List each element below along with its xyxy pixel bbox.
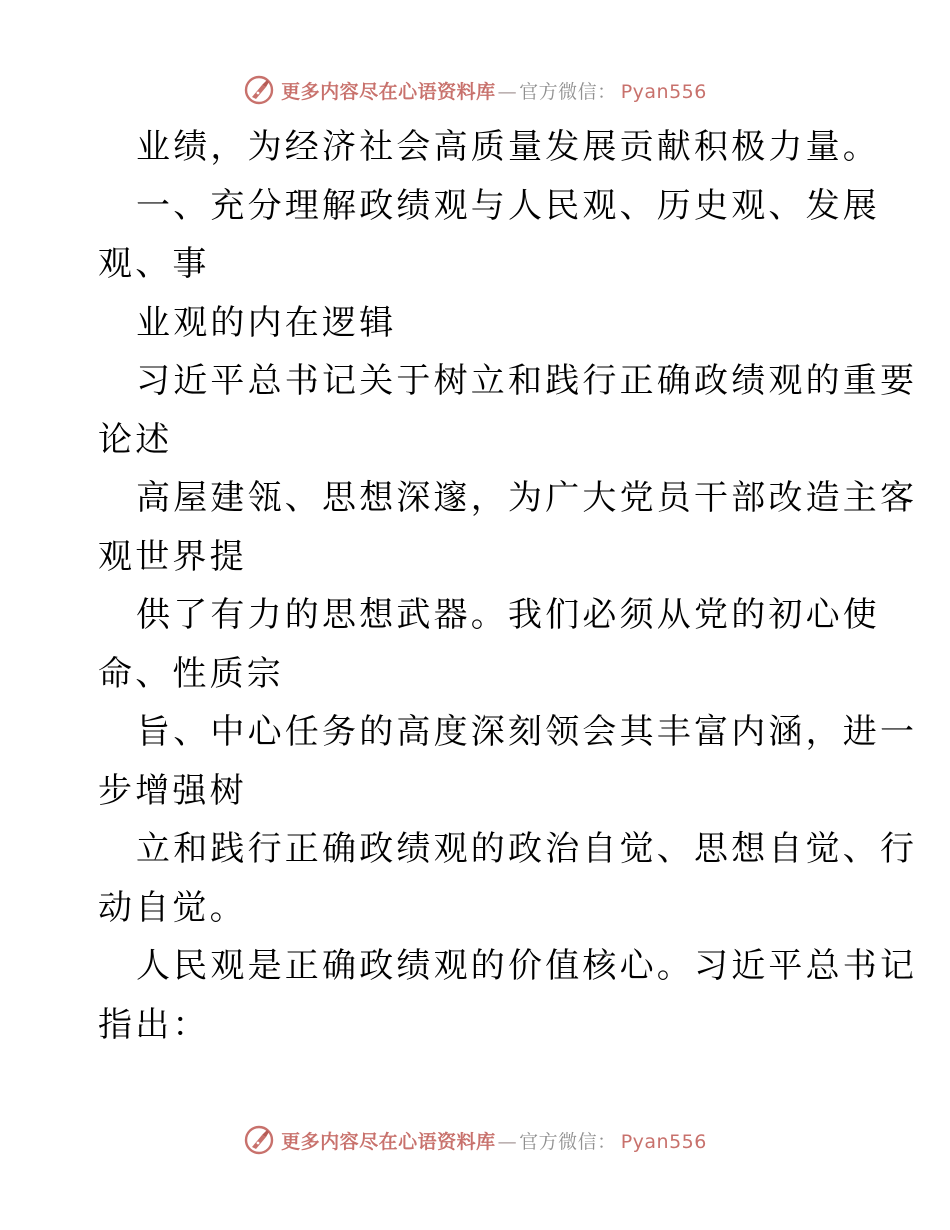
body-line: 论述 bbox=[98, 419, 173, 460]
body-line: 一、充分理解政绩观与人民观、历史观、发展 bbox=[136, 185, 880, 226]
body-line: 动自觉。 bbox=[98, 887, 247, 928]
body-line: 习近平总书记关于树立和践行正确政绩观的重要 bbox=[136, 361, 918, 401]
watermark-sub: 官方微信： bbox=[519, 1130, 617, 1153]
body-line: 指出： bbox=[98, 1004, 210, 1045]
watermark-text bbox=[281, 1127, 707, 1154]
body-line: 步增强树 bbox=[98, 770, 247, 811]
footer-watermark bbox=[0, 1120, 950, 1160]
document-body bbox=[98, 118, 918, 1054]
body-line: 业绩，为经济社会高质量发展贡献积极力量。 bbox=[136, 127, 880, 167]
pen-nib-logo-icon bbox=[243, 74, 275, 106]
body-line: 旨、中心任务的高度深刻领会其丰富内涵，进一 bbox=[136, 712, 918, 752]
watermark-id: Pyan556 bbox=[620, 80, 707, 103]
watermark-dash: — bbox=[497, 1130, 518, 1153]
watermark-main: 更多内容尽在心语资料库 bbox=[281, 80, 496, 103]
body-line: 命、性质宗 bbox=[98, 653, 284, 694]
body-line: 观世界提 bbox=[98, 536, 247, 577]
watermark-id: Pyan556 bbox=[620, 1130, 707, 1153]
body-line: 观、事 bbox=[98, 244, 210, 284]
watermark-text bbox=[281, 77, 707, 104]
body-line: 人民观是正确政绩观的价值核心。习近平总书记 bbox=[136, 946, 918, 986]
watermark-main: 更多内容尽在心语资料库 bbox=[281, 1130, 496, 1153]
body-line: 业观的内在逻辑 bbox=[136, 302, 397, 343]
pen-nib-logo-icon bbox=[243, 1124, 275, 1156]
watermark-sub: 官方微信： bbox=[519, 80, 617, 103]
watermark-dash: — bbox=[497, 80, 518, 103]
body-line: 立和践行正确政绩观的政治自觉、思想自觉、行 bbox=[136, 829, 918, 869]
header-watermark bbox=[0, 70, 950, 110]
body-line: 高屋建瓴、思想深邃，为广大党员干部改造主客 bbox=[136, 478, 918, 518]
body-line: 供了有力的思想武器。我们必须从党的初心使 bbox=[136, 595, 880, 635]
